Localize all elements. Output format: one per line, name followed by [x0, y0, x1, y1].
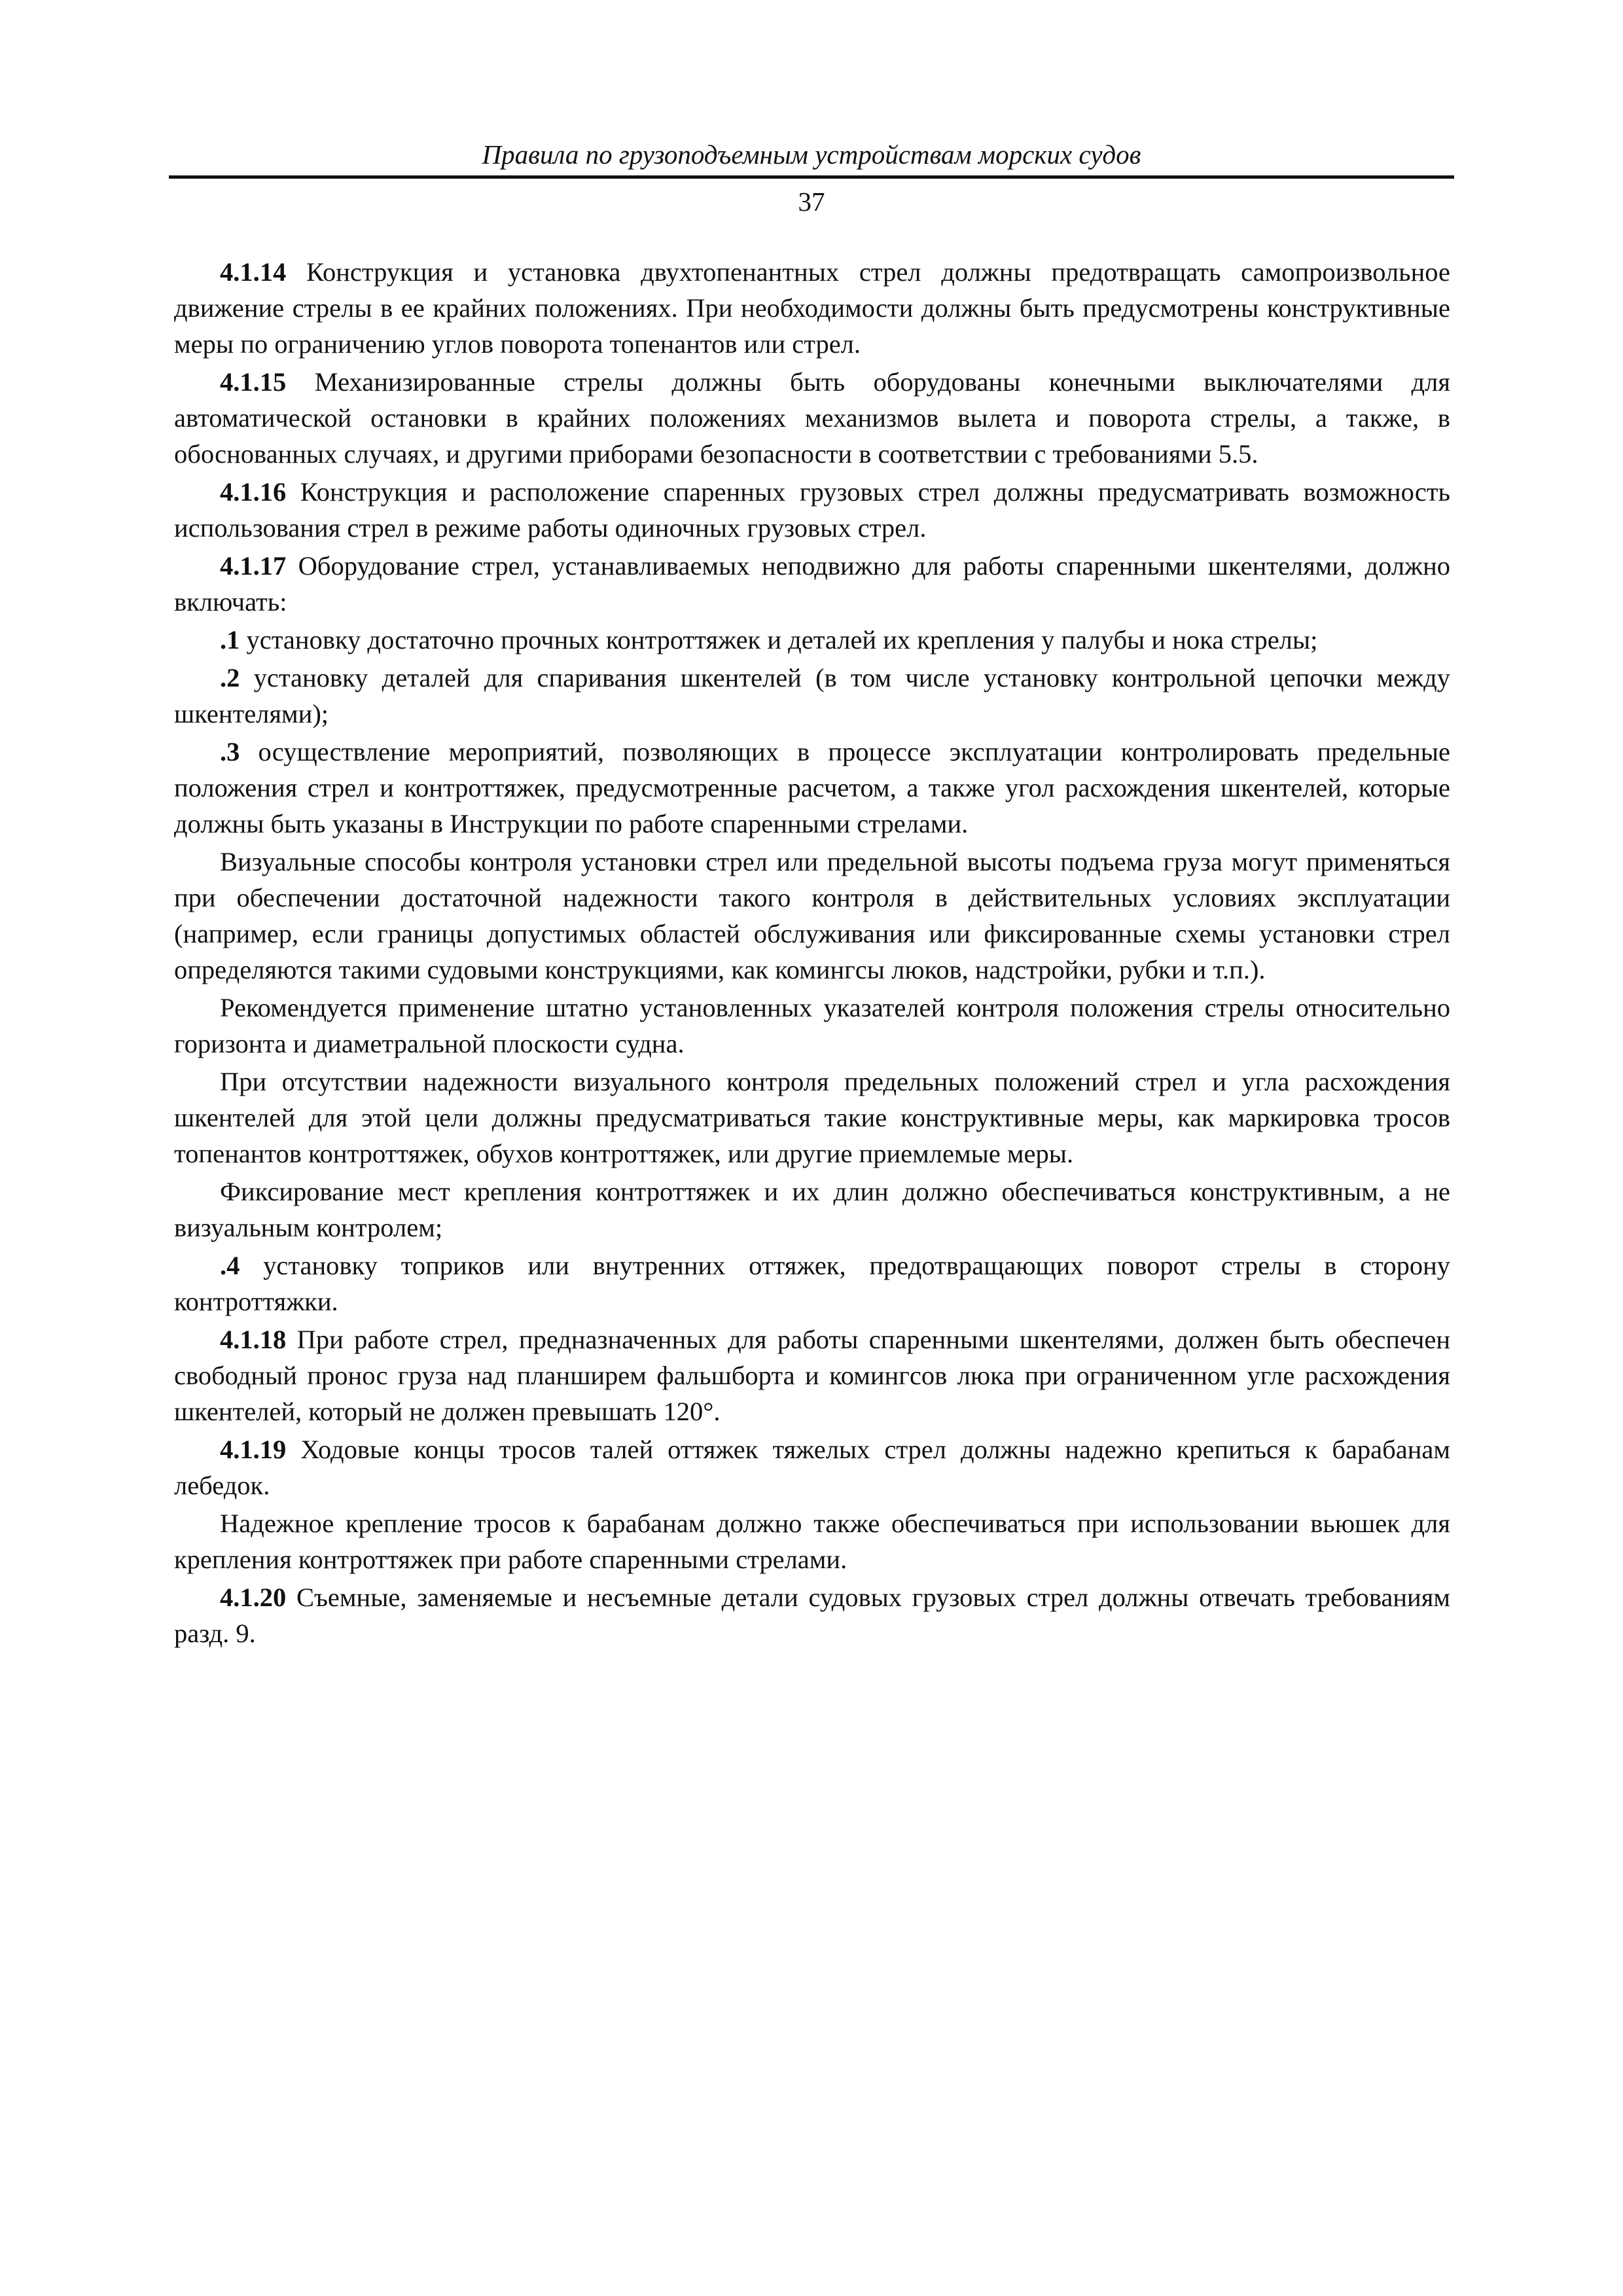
paragraph-text: Визуальные способы контроля установки стрел или предельной высоты подъема груза могут применяться при обеспечении достаточной надежности такого контроля в действительных условиях эксплуатации (например, если границы допустимых областей обслуживания или фиксированные схемы установки стрел определяются такими судовыми конструкциями, как комингсы люков, надстройки, рубки и т.п.).: [174, 847, 1450, 984]
paragraph-recommendation: [174, 990, 1450, 1062]
paragraph-text: установку достаточно прочных контроттяжек и деталей их крепления у палубы и нока стрелы;: [240, 625, 1318, 655]
paragraph-text: установку топриков или внутренних оттяжек, предотвращающих поворот стрелы в сторону контроттяжки.: [174, 1251, 1450, 1316]
paragraph-text: осуществление мероприятий, позволяющих в процессе эксплуатации контролировать предельные положения стрел и контроттяжек, предусмотренные расчетом, а также угол расхождения шкентелей, которые должны быть указаны в Инструкции по работе спаренными стрелами.: [174, 737, 1450, 838]
list-item-2: [174, 660, 1450, 732]
paragraph-4-1-17: [174, 548, 1450, 620]
list-number: .3: [220, 737, 240, 766]
list-item-1: [174, 622, 1450, 658]
paragraph-text: Фиксирование мест крепления контроттяжек и их длин должно обеспечиваться конструктивным, а не визуальным контролем;: [174, 1177, 1450, 1242]
clause-number: 4.1.19: [220, 1435, 287, 1464]
paragraph-4-1-16: [174, 474, 1450, 546]
paragraph-text: При отсутствии надежности визуального контроля предельных положений стрел и угла расхождения шкентелей для этой цели должны предусматриваться такие конструктивные меры, как маркировка тросов топенантов контроттяжек, обухов контроттяжек, или другие приемлемые меры.: [174, 1067, 1450, 1168]
paragraph-text: Конструкция и установка двухтопенантных стрел должны предотвращать самопроизвольное движение стрелы в ее крайних положениях. При необходимости должны быть предусмотрены конструктивные меры по ограничению углов поворота топенантов или стрел.: [174, 257, 1450, 359]
list-item-4: [174, 1247, 1450, 1319]
paragraph-4-1-20: [174, 1579, 1450, 1651]
paragraph-4-1-14: [174, 254, 1450, 362]
paragraph-visual-control: [174, 844, 1450, 988]
clause-number: 4.1.14: [220, 257, 287, 287]
paragraph-text: Рекомендуется применение штатно установленных указателей контроля положения стрелы относительно горизонта и диаметральной плоскости судна.: [174, 993, 1450, 1058]
paragraph-text: Ходовые концы тросов талей оттяжек тяжелых стрел должны надежно крепиться к барабанам лебедок.: [174, 1435, 1450, 1500]
paragraph-text: Конструкция и расположение спаренных грузовых стрел должны предусматривать возможность использования стрел в режиме работы одиночных грузовых стрел.: [174, 477, 1450, 543]
paragraph-no-visual-control: [174, 1064, 1450, 1172]
list-item-3: [174, 734, 1450, 842]
clause-number: 4.1.15: [220, 367, 287, 397]
clause-number: 4.1.18: [220, 1325, 287, 1354]
paragraph-4-1-18: [174, 1321, 1450, 1429]
page-number: 37: [798, 187, 825, 217]
clause-number: 4.1.16: [220, 477, 287, 507]
paragraph-text: Механизированные стрелы должны быть оборудованы конечными выключателями для автоматической остановки в крайних положениях механизмов вылета и поворота стрелы, а также, в обоснованных случаях, и другими приборами безопасности в соответствии с требованиями 5.5.: [174, 367, 1450, 469]
paragraph-text: Надежное крепление тросов к барабанам должно также обеспечиваться при использовании вьюшек для крепления контроттяжек при работе спаренными стрелами.: [174, 1509, 1450, 1574]
clause-number: 4.1.17: [220, 551, 287, 581]
paragraph-4-1-15: [174, 364, 1450, 472]
list-number: .4: [220, 1251, 240, 1280]
clause-number: 4.1.20: [220, 1583, 287, 1612]
paragraph-drum-fastening: [174, 1505, 1450, 1577]
paragraph-4-1-19: [174, 1431, 1450, 1503]
paragraph-fixing: [174, 1174, 1450, 1246]
list-number: .1: [220, 625, 240, 655]
header-divider: [169, 175, 1454, 179]
paragraph-text: Оборудование стрел, устанавливаемых неподвижно для работы спаренными шкентелями, должно включать:: [174, 551, 1450, 617]
list-number: .2: [220, 663, 240, 692]
paragraph-text: Съемные, заменяемые и несъемные детали судовых грузовых стрел должны отвечать требованиям разд. 9.: [174, 1583, 1450, 1648]
document-body: [174, 254, 1450, 1653]
paragraph-text: При работе стрел, предназначенных для работы спаренными шкентелями, должен быть обеспечен свободный пронос груза над планширем фальшборта и комингсов люка при ограниченном угле расхождения шкентелей, который не должен превышать 120°.: [174, 1325, 1450, 1426]
running-header-title: Правила по грузоподъемным устройствам морских судов: [482, 139, 1141, 170]
paragraph-text: установку деталей для спаривания шкентелей (в том числе установку контрольной цепочки между шкентелями);: [174, 663, 1450, 728]
